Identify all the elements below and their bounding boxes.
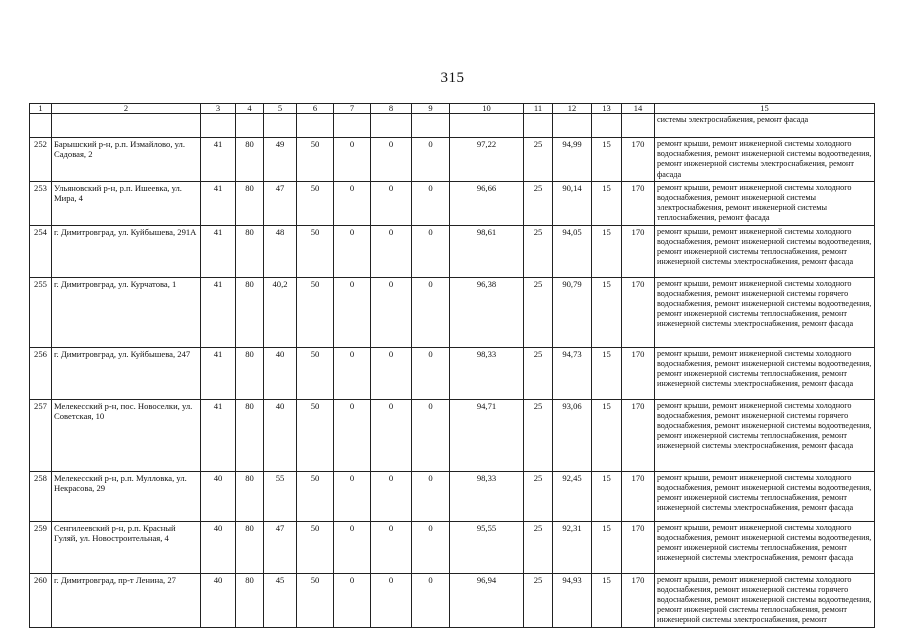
- address-cell: г. Димитровград, ул. Куйбышева, 291А: [52, 225, 201, 277]
- value-cell: 25: [524, 225, 553, 277]
- value-cell: 0: [371, 471, 412, 521]
- repair-program-table: [29, 103, 875, 628]
- value-cell: 40: [264, 347, 297, 399]
- value-cell: 98,33: [450, 347, 524, 399]
- continuation-row: [30, 114, 875, 138]
- value-cell: 80: [236, 521, 264, 573]
- value-cell: 0: [371, 181, 412, 225]
- value-cell: 94,05: [553, 225, 592, 277]
- value-cell: 0: [334, 471, 371, 521]
- column-header: 2: [52, 104, 201, 114]
- value-cell: 170: [622, 181, 655, 225]
- value-cell: 0: [412, 521, 450, 573]
- value-cell: 80: [236, 277, 264, 347]
- works-cell: ремонт крыши, ремонт инженерной системы холодного водоснабжения, ремонт инженерной системы горячего водоснабжения, ремонт инженерной системы водоотведения, ремонт инженерной системы теплоснабжения, ремонт инженерной системы электроснабжения, ремонт фасада: [655, 277, 875, 347]
- value-cell: 41: [201, 399, 236, 471]
- column-header: 13: [592, 104, 622, 114]
- value-cell: 50: [297, 181, 334, 225]
- value-cell: 0: [334, 138, 371, 182]
- value-cell: 40: [201, 573, 236, 627]
- value-cell: 40,2: [264, 277, 297, 347]
- value-cell: 41: [201, 277, 236, 347]
- row-number: 257: [30, 399, 52, 471]
- column-header: 12: [553, 104, 592, 114]
- value-cell: 15: [592, 399, 622, 471]
- value-cell: 0: [371, 573, 412, 627]
- value-cell: 90,79: [553, 277, 592, 347]
- value-cell: 45: [264, 573, 297, 627]
- value-cell: 0: [371, 521, 412, 573]
- column-header: 6: [297, 104, 334, 114]
- value-cell: 95,55: [450, 521, 524, 573]
- address-cell: Мелекесский р-н, р.п. Мулловка, ул. Некрасова, 29: [52, 471, 201, 521]
- value-cell: 0: [334, 277, 371, 347]
- row-number: 256: [30, 347, 52, 399]
- value-cell: 15: [592, 347, 622, 399]
- value-cell: 80: [236, 471, 264, 521]
- value-cell: 0: [334, 399, 371, 471]
- value-cell: 25: [524, 521, 553, 573]
- value-cell: 15: [592, 225, 622, 277]
- value-cell: 15: [592, 181, 622, 225]
- value-cell: 0: [412, 347, 450, 399]
- table-header-row: [30, 104, 875, 114]
- value-cell: 25: [524, 573, 553, 627]
- address-cell: Сенгилеевский р-н, р.п. Красный Гуляй, ул. Новостроительная, 4: [52, 521, 201, 573]
- value-cell: 0: [412, 399, 450, 471]
- value-cell: 80: [236, 181, 264, 225]
- value-cell: 0: [371, 399, 412, 471]
- value-cell: 0: [371, 225, 412, 277]
- column-header: 5: [264, 104, 297, 114]
- value-cell: 40: [201, 521, 236, 573]
- value-cell: 25: [524, 277, 553, 347]
- value-cell: 25: [524, 138, 553, 182]
- value-cell: 0: [371, 347, 412, 399]
- value-cell: 97,22: [450, 138, 524, 182]
- value-cell: 90,14: [553, 181, 592, 225]
- table-row: [30, 347, 875, 399]
- row-number: 258: [30, 471, 52, 521]
- value-cell: 41: [201, 138, 236, 182]
- value-cell: 98,61: [450, 225, 524, 277]
- value-cell: 47: [264, 521, 297, 573]
- value-cell: 48: [264, 225, 297, 277]
- works-cell: ремонт крыши, ремонт инженерной системы холодного водоснабжения, ремонт инженерной системы горячего водоснабжения, ремонт инженерной системы водоотведения, ремонт инженерной системы теплоснабжения, ремонт инженерной системы электроснабжения, ремонт: [655, 573, 875, 627]
- value-cell: 0: [412, 181, 450, 225]
- value-cell: 40: [264, 399, 297, 471]
- address-cell: г. Димитровград, ул. Курчатова, 1: [52, 277, 201, 347]
- value-cell: 15: [592, 521, 622, 573]
- value-cell: 170: [622, 225, 655, 277]
- table-row: [30, 471, 875, 521]
- column-header: 10: [450, 104, 524, 114]
- value-cell: 41: [201, 225, 236, 277]
- value-cell: 92,31: [553, 521, 592, 573]
- value-cell: 80: [236, 138, 264, 182]
- row-number: 255: [30, 277, 52, 347]
- value-cell: 50: [297, 347, 334, 399]
- works-cell: ремонт крыши, ремонт инженерной системы холодного водоснабжения, ремонт инженерной системы водоотведения, ремонт инженерной системы теплоснабжения, ремонт инженерной системы электроснабжения, ремонт фасада: [655, 471, 875, 521]
- value-cell: 80: [236, 573, 264, 627]
- value-cell: 50: [297, 471, 334, 521]
- column-header: 4: [236, 104, 264, 114]
- works-cell: ремонт крыши, ремонт инженерной системы холодного водоснабжения, ремонт инженерной системы водоотведения, ремонт инженерной системы электроснабжения, ремонт фасада: [655, 138, 875, 182]
- column-header: 9: [412, 104, 450, 114]
- value-cell: 170: [622, 573, 655, 627]
- row-number: 252: [30, 138, 52, 182]
- value-cell: 170: [622, 521, 655, 573]
- address-cell: г. Димитровград, ул. Куйбышева, 247: [52, 347, 201, 399]
- value-cell: 50: [297, 521, 334, 573]
- column-header: 11: [524, 104, 553, 114]
- value-cell: 25: [524, 471, 553, 521]
- value-cell: 47: [264, 181, 297, 225]
- value-cell: 0: [371, 138, 412, 182]
- address-cell: Ульяновский р-н, р.п. Ишеевка, ул. Мира, 4: [52, 181, 201, 225]
- value-cell: 80: [236, 347, 264, 399]
- value-cell: 0: [334, 181, 371, 225]
- table-row: [30, 277, 875, 347]
- column-header: 7: [334, 104, 371, 114]
- value-cell: 25: [524, 181, 553, 225]
- works-cell: ремонт крыши, ремонт инженерной системы холодного водоснабжения, ремонт инженерной системы водоотведения, ремонт инженерной системы теплоснабжения, ремонт инженерной системы электроснабжения, ремонт фасада: [655, 225, 875, 277]
- value-cell: 41: [201, 347, 236, 399]
- value-cell: 15: [592, 471, 622, 521]
- value-cell: 170: [622, 347, 655, 399]
- value-cell: 15: [592, 138, 622, 182]
- works-cell: ремонт крыши, ремонт инженерной системы холодного водоснабжения, ремонт инженерной системы горячего водоснабжения, ремонт инженерной системы водоотведения, ремонт инженерной системы теплоснабжения, ремонт инженерной системы электроснабжения, ремонт фасада: [655, 399, 875, 471]
- value-cell: 94,99: [553, 138, 592, 182]
- row-number: 254: [30, 225, 52, 277]
- value-cell: 170: [622, 277, 655, 347]
- value-cell: 94,71: [450, 399, 524, 471]
- value-cell: 50: [297, 573, 334, 627]
- value-cell: 0: [371, 277, 412, 347]
- page-number: 315: [440, 70, 465, 86]
- value-cell: 50: [297, 399, 334, 471]
- value-cell: 0: [412, 138, 450, 182]
- value-cell: 170: [622, 471, 655, 521]
- table-row: [30, 138, 875, 182]
- value-cell: 93,06: [553, 399, 592, 471]
- value-cell: 41: [201, 181, 236, 225]
- value-cell: 40: [201, 471, 236, 521]
- address-cell: г. Димитровград, пр-т Ленина, 27: [52, 573, 201, 627]
- works-cell: ремонт крыши, ремонт инженерной системы холодного водоснабжения, ремонт инженерной системы электроснабжения, ремонт инженерной системы теплоснабжения, ремонт фасада: [655, 181, 875, 225]
- table-row: [30, 521, 875, 573]
- value-cell: 0: [412, 277, 450, 347]
- value-cell: 170: [622, 138, 655, 182]
- column-header: 8: [371, 104, 412, 114]
- value-cell: 0: [334, 521, 371, 573]
- continuation-text: системы электроснабжения, ремонт фасада: [655, 114, 875, 138]
- value-cell: 98,33: [450, 471, 524, 521]
- table-row: [30, 573, 875, 627]
- works-cell: ремонт крыши, ремонт инженерной системы холодного водоснабжения, ремонт инженерной системы водоотведения, ремонт инженерной системы теплоснабжения, ремонт инженерной системы электроснабжения, ремонт фасада: [655, 347, 875, 399]
- table-row: [30, 181, 875, 225]
- value-cell: 15: [592, 573, 622, 627]
- value-cell: 0: [334, 573, 371, 627]
- table-row: [30, 225, 875, 277]
- value-cell: 0: [412, 573, 450, 627]
- value-cell: 80: [236, 399, 264, 471]
- address-cell: Мелекесский р-н, пос. Новоселки, ул. Советская, 10: [52, 399, 201, 471]
- column-header: 1: [30, 104, 52, 114]
- value-cell: 50: [297, 138, 334, 182]
- row-number: 260: [30, 573, 52, 627]
- value-cell: 50: [297, 277, 334, 347]
- value-cell: 80: [236, 225, 264, 277]
- value-cell: 96,66: [450, 181, 524, 225]
- value-cell: 0: [412, 471, 450, 521]
- works-cell: ремонт крыши, ремонт инженерной системы холодного водоснабжения, ремонт инженерной системы водоотведения, ремонт инженерной системы теплоснабжения, ремонт инженерной системы электроснабжения, ремонт фасада: [655, 521, 875, 573]
- column-header: 15: [655, 104, 875, 114]
- column-header: 14: [622, 104, 655, 114]
- row-number: 253: [30, 181, 52, 225]
- value-cell: 50: [297, 225, 334, 277]
- value-cell: 96,38: [450, 277, 524, 347]
- table-row: [30, 399, 875, 471]
- address-cell: Барышский р-н, р.п. Измайлово, ул. Садовая, 2: [52, 138, 201, 182]
- column-header: 3: [201, 104, 236, 114]
- value-cell: 170: [622, 399, 655, 471]
- value-cell: 94,93: [553, 573, 592, 627]
- row-number: 259: [30, 521, 52, 573]
- value-cell: 0: [412, 225, 450, 277]
- value-cell: 92,45: [553, 471, 592, 521]
- value-cell: 25: [524, 347, 553, 399]
- value-cell: 94,73: [553, 347, 592, 399]
- value-cell: 49: [264, 138, 297, 182]
- value-cell: 15: [592, 277, 622, 347]
- value-cell: 0: [334, 225, 371, 277]
- value-cell: 55: [264, 471, 297, 521]
- value-cell: 25: [524, 399, 553, 471]
- value-cell: 96,94: [450, 573, 524, 627]
- value-cell: 0: [334, 347, 371, 399]
